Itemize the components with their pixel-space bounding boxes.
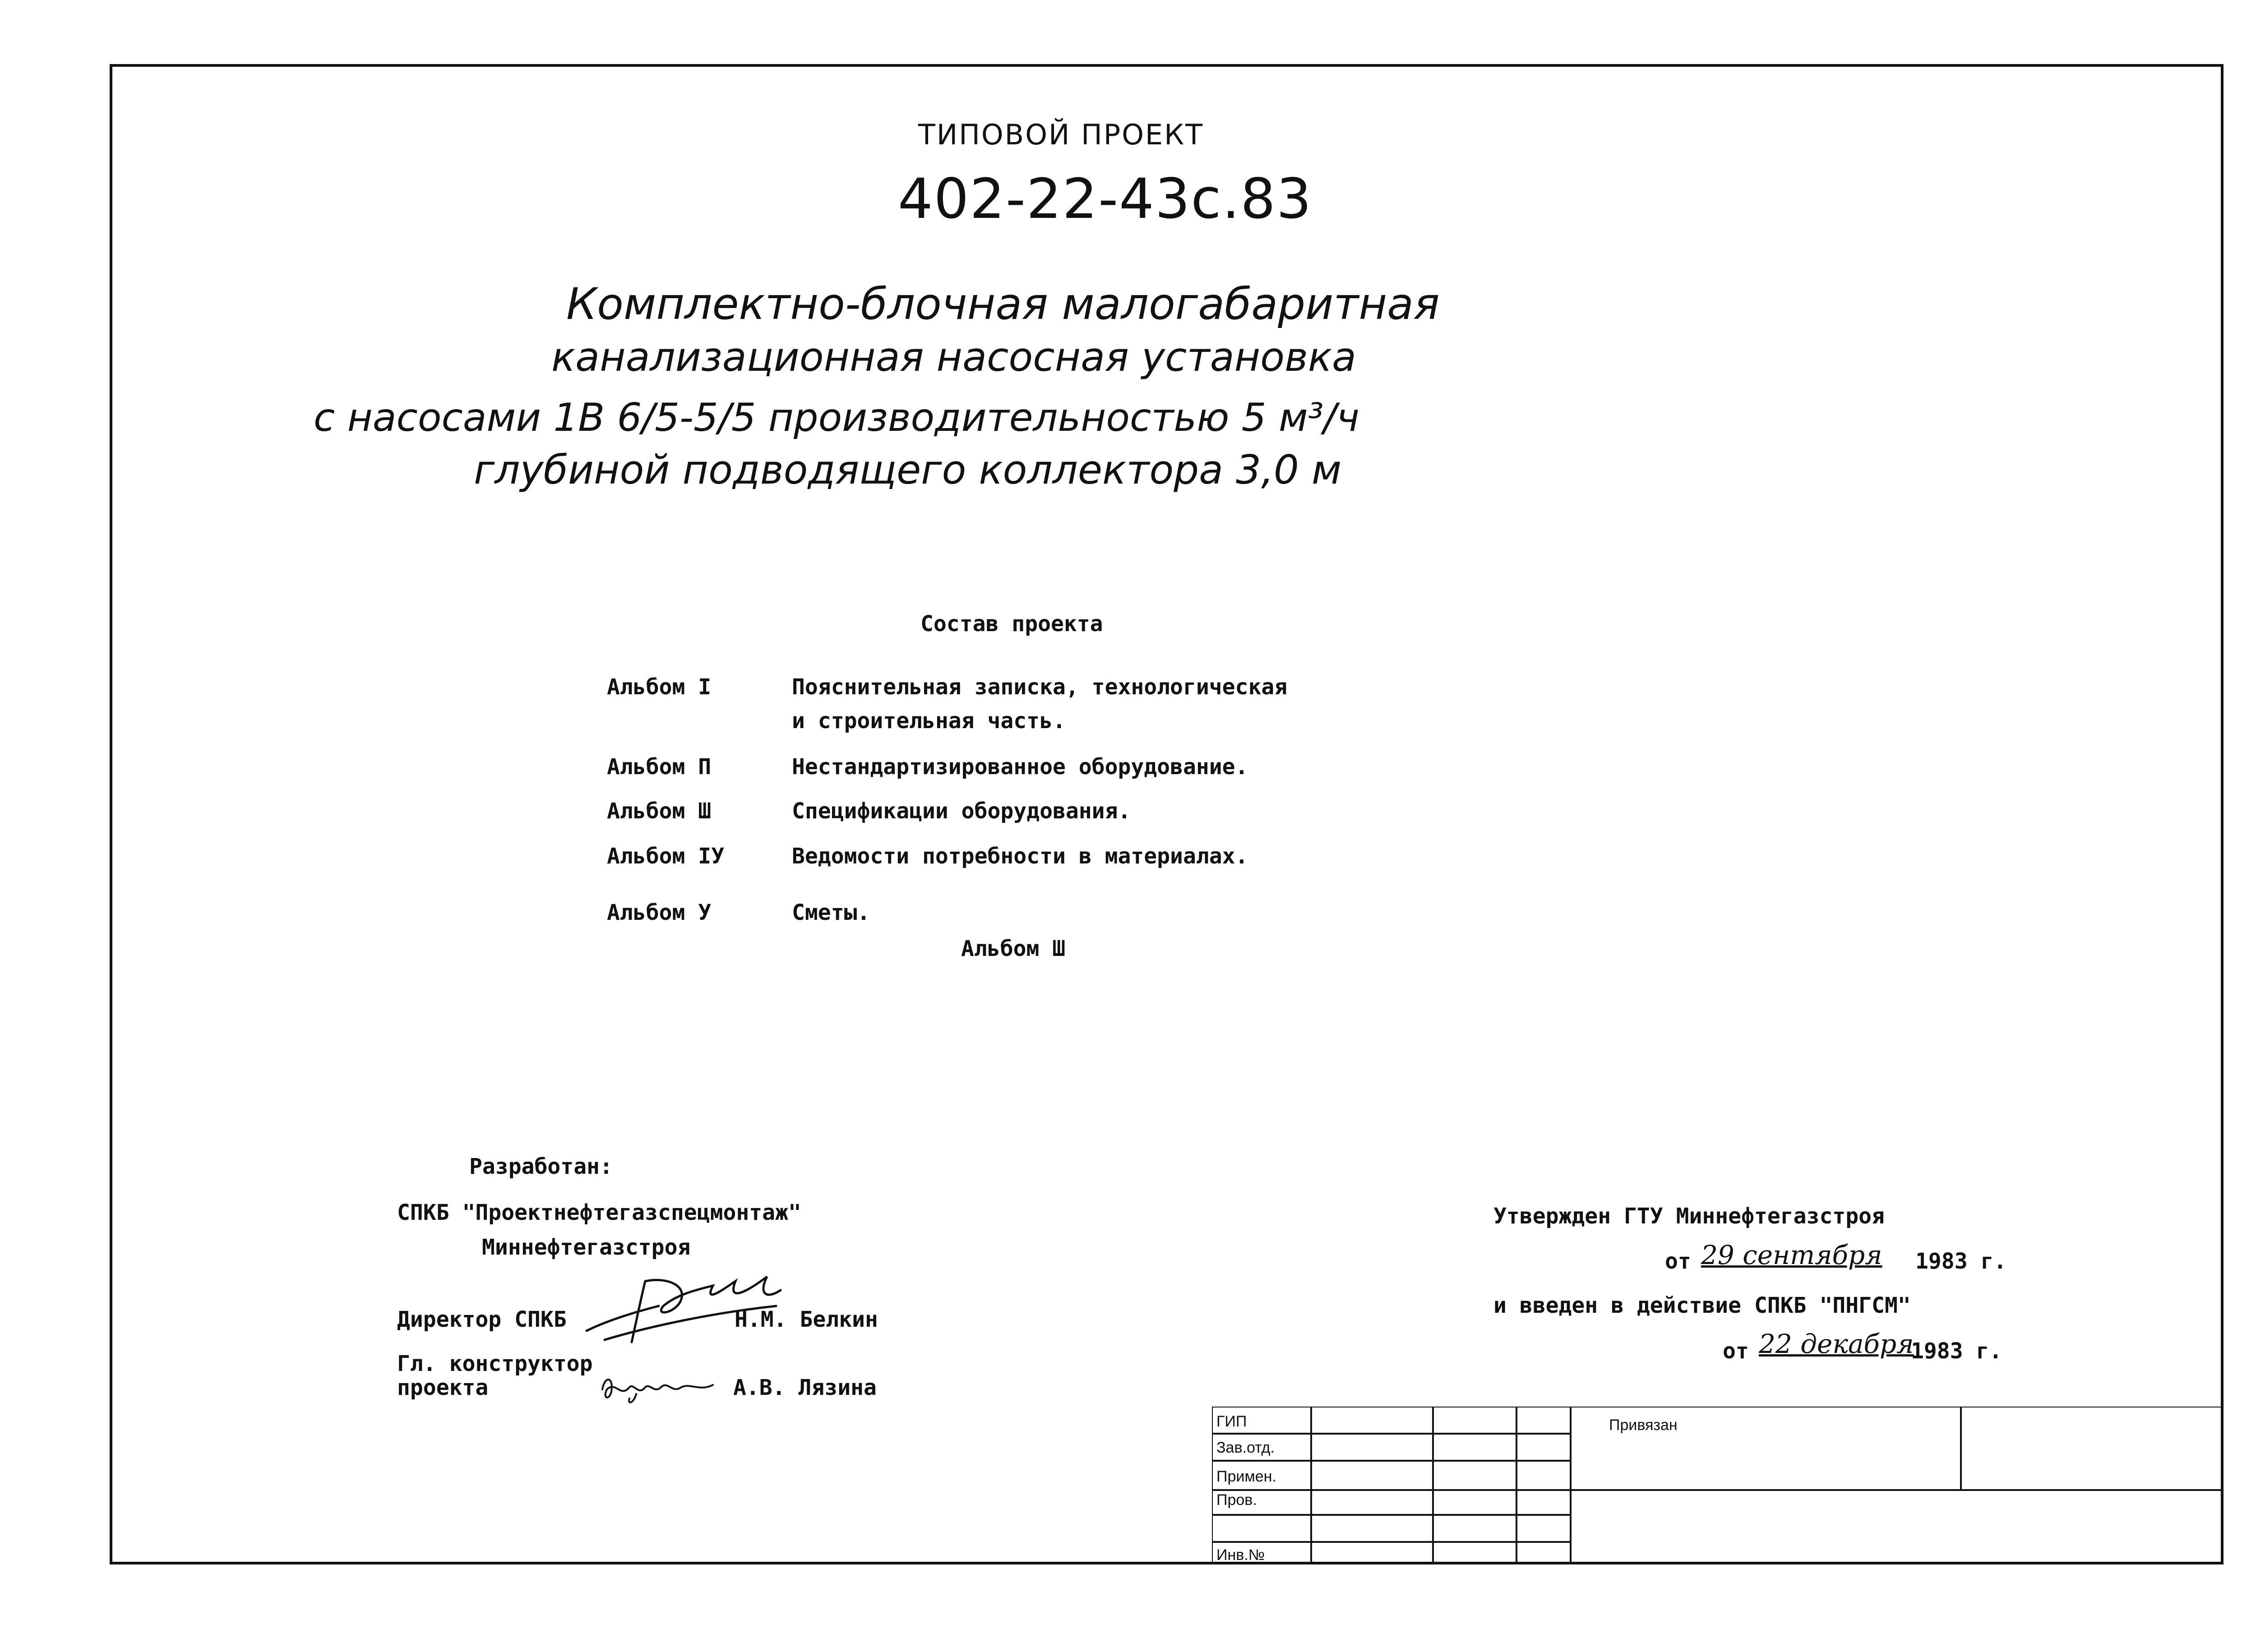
director-label: Директор СПКБ [397, 1307, 567, 1332]
album-1-label: Альбом I [607, 674, 712, 700]
album-1-desc-line-2: и строительная часть. [792, 708, 1066, 734]
approval-date-2-prefix: от [1723, 1338, 1749, 1364]
developer-org-line-1: СПКБ "Проектнефтегазспецмонтаж" [397, 1200, 801, 1225]
stamp-privyazan-label: Привязан [1609, 1417, 1678, 1434]
approval-date-1-year: 1983 г. [1915, 1249, 2007, 1274]
album-4-label: Альбом IУ [607, 844, 725, 869]
title-line-3: с насосами 1В 6/5-5/5 производительностью 5 м³/ч [314, 395, 1359, 440]
approval-date-1-handwritten: 29 сентября [1701, 1240, 1882, 1270]
stamp-grid [1212, 1407, 2224, 1564]
chief-designer-label-line-2: проекта [397, 1375, 489, 1400]
title-block-stamp [1212, 1407, 2224, 1564]
approval-line-3: и введен в действие СПКБ "ПНГСМ" [1493, 1293, 1911, 1318]
current-album-label: Альбом Ш [961, 936, 1066, 961]
album-3-label: Альбом Ш [607, 798, 712, 824]
developer-heading: Разработан: [469, 1154, 613, 1179]
album-4-desc: Ведомости потребности в материалах. [792, 844, 1248, 869]
project-code: 402-22-43с.83 [898, 167, 1313, 231]
stamp-row-applied: Примен. [1216, 1468, 1276, 1485]
album-5-desc: Сметы. [792, 900, 870, 925]
title-line-4: глубиной подводящего коллектора 3,0 м [474, 447, 1342, 493]
stamp-row-checked: Пров. [1216, 1491, 1257, 1509]
approval-date-1-prefix: от [1665, 1249, 1691, 1274]
album-2-desc: Нестандартизированное оборудование. [792, 754, 1248, 780]
album-5-label: Альбом У [607, 900, 712, 925]
album-1-desc-line-1: Пояснительная записка, технологическая [792, 674, 1288, 700]
album-3-desc: Спецификации оборудования. [792, 798, 1131, 824]
title-line-1: Комплектно-блочная малогабаритная [566, 279, 1440, 329]
project-type-label: ТИПОВОЙ ПРОЕКТ [918, 118, 1204, 151]
approval-date-2-handwritten: 22 декабря [1759, 1329, 1914, 1359]
director-name: Н.М. Белкин [735, 1307, 878, 1332]
developer-org-line-2: Миннефтегазстроя [482, 1235, 691, 1260]
title-line-2: канализационная насосная установка [551, 334, 1356, 380]
stamp-row-gip: ГИП [1216, 1413, 1247, 1430]
stamp-row-inventory-no: Инв.№ [1216, 1546, 1265, 1564]
album-2-label: Альбом П [607, 754, 712, 780]
chief-designer-name: А.В. Лязина [733, 1375, 877, 1400]
director-signature [578, 1263, 790, 1353]
chief-designer-label-line-1: Гл. конструктор [397, 1351, 593, 1376]
approval-date-2-year: 1983 г. [1911, 1338, 2002, 1364]
composition-heading: Состав проекта [920, 611, 1103, 637]
chief-designer-signature [596, 1367, 731, 1407]
stamp-row-head-dept: Зав.отд. [1216, 1439, 1275, 1456]
approval-line-1: Утвержден ГТУ Миннефтегазстроя [1493, 1204, 1885, 1229]
